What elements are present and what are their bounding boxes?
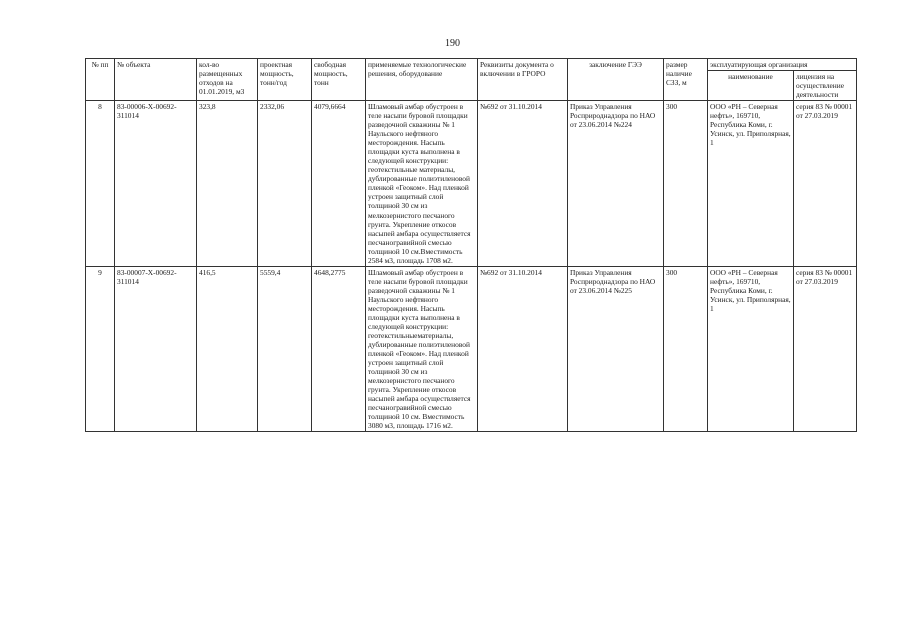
cell-design-capacity: 2332,06 (258, 101, 312, 267)
cell-szz: 300 (664, 266, 708, 432)
table-row (86, 101, 857, 267)
cell-operator-name: ООО «РН – Северная нефть», 169710, Республика Коми, г. Усинск, ул. Приполярная, 1 (708, 101, 794, 267)
header-design-capacity: проектная мощность, тонн/год (258, 59, 312, 101)
header-gee: заключение ГЭЭ (568, 59, 664, 101)
cell-free-capacity: 4079,6664 (312, 101, 366, 267)
header-object-no: № объекта (115, 59, 197, 101)
header-technology: применяемые технологические решения, оборудование (366, 59, 478, 101)
cell-operator-license: серия 83 № 00001 от 27.03.2019 (794, 101, 857, 267)
table-header-row (86, 59, 857, 71)
cell-waste-amount: 416,5 (197, 266, 258, 432)
cell-operator-license: серия 83 № 00001 от 27.03.2019 (794, 266, 857, 432)
cell-object-no: 83-00006-Х-00692-311014 (115, 101, 197, 267)
cell-operator-name: ООО «РН – Северная нефть», 169710, Республика Коми, г. Усинск, ул. Приполярная, 1 (708, 266, 794, 432)
cell-groro-doc: №692 от 31.10.2014 (478, 101, 568, 267)
cell-num: 9 (86, 266, 115, 432)
header-num: № пп (86, 59, 115, 101)
header-groro-doc: Реквизиты документа о включении в ГРОРО (478, 59, 568, 101)
cell-gee: Приказ Управления Росприроднадзора по НАО от 23.06.2014 №225 (568, 266, 664, 432)
header-szz: размер наличие СЗЗ, м (664, 59, 708, 101)
header-waste-amount: кол-во размещенных отходов на 01.01.2019, м3 (197, 59, 258, 101)
header-operator-name: наименование (708, 71, 794, 101)
cell-groro-doc: №692 от 31.10.2014 (478, 266, 568, 432)
waste-facility-table (85, 58, 857, 432)
cell-num: 8 (86, 101, 115, 267)
cell-gee: Приказ Управления Росприроднадзора по НАО от 23.06.2014 №224 (568, 101, 664, 267)
cell-waste-amount: 323,8 (197, 101, 258, 267)
cell-object-no: 83-00007-Х-00692-311014 (115, 266, 197, 432)
cell-szz: 300 (664, 101, 708, 267)
header-operator-license: лицензия на осуществление деятельности (794, 71, 857, 101)
cell-technology: Шламовый амбар обустроен в теле насыпи буровой площадки разведочной скважины № 1 Наульского нефтяного месторождения. Насыпь площадки куста выполнена в следующей конструкции: геотекстильныематериалы, дублированные полиэтиленовой пленкой «Геоком». Над пленкой устроен защитный слой толщиной 30 см из мелкозернистого песчаного грунта. Укрепление откосов насыпей амбара осуществляется песчаногравийной смесью толщиной 10 см. Вместимость 3080 м3, площадь 1716 м2. (366, 266, 478, 432)
page-number: 190 (445, 38, 460, 49)
table-row (86, 266, 857, 432)
header-free-capacity: свободная мощность, тонн (312, 59, 366, 101)
cell-free-capacity: 4648,2775 (312, 266, 366, 432)
header-operator: эксплуатирующая организация (708, 59, 857, 71)
cell-technology: Шламовый амбар обустроен в теле насыпи буровой площадки разведочной скважины № 1 Наульского нефтяного месторождения. Насыпь площадки куста выполнена в следующей конструкции: геотекстильные материалы, дублированные полиэтиленовой пленкой «Геоком». Над пленкой устроен защитный слой толщиной 30 см из мелкозернистого песчаного грунта. Укрепление откосов насыпей амбара осуществляется песчаногравийной смесью толщиной 10 см.Вместимость 2584 м3, площадь 1708 м2. (366, 101, 478, 267)
cell-design-capacity: 5559,4 (258, 266, 312, 432)
